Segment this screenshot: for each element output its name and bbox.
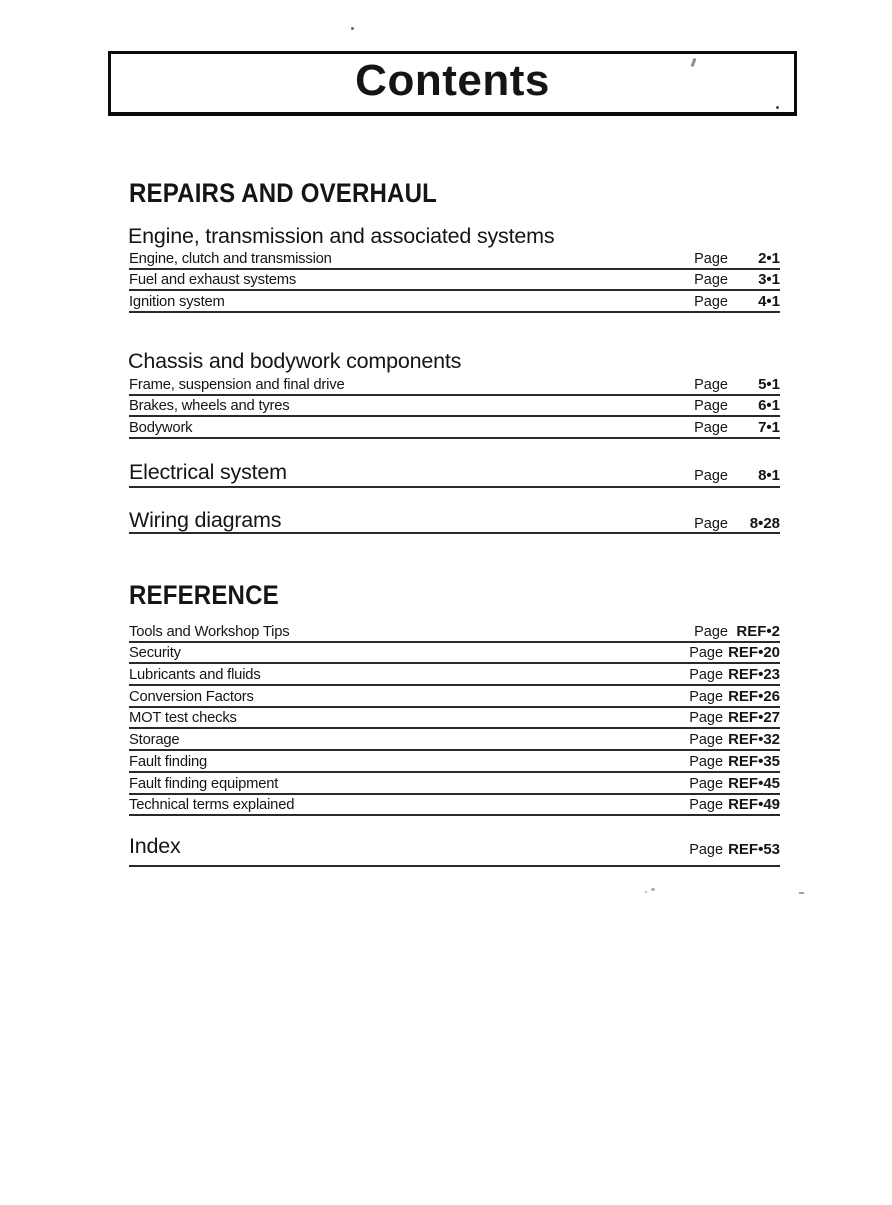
toc-row-wiring-diagrams bbox=[129, 506, 780, 534]
toc-entry-label: Ignition system bbox=[129, 294, 225, 311]
toc-row-frame-suspension bbox=[129, 374, 780, 396]
toc-entry-page bbox=[694, 295, 780, 309]
toc-row-brakes-wheels bbox=[129, 396, 780, 418]
page-word: Page bbox=[689, 775, 724, 792]
toc-entry-label: Security bbox=[129, 645, 181, 662]
toc-entry-page bbox=[694, 375, 780, 393]
toc-row-ignition bbox=[129, 291, 780, 313]
engine-rows bbox=[129, 248, 780, 313]
page-number: 3•1 bbox=[758, 271, 780, 289]
toc-entry-page bbox=[694, 517, 780, 531]
toc-entry-label: Electrical system bbox=[129, 460, 287, 484]
toc-row-security bbox=[129, 643, 780, 665]
page-word: Page bbox=[694, 250, 728, 267]
section-heading-reference bbox=[129, 580, 297, 611]
page-number: REF•49 bbox=[728, 796, 780, 814]
page-word: Page bbox=[689, 710, 724, 727]
toc-entry-page bbox=[689, 646, 780, 660]
page-title: Contents bbox=[355, 56, 550, 105]
page-number: REF•32 bbox=[728, 731, 780, 749]
reference-rows bbox=[129, 621, 780, 816]
page-number: 8•28 bbox=[749, 515, 780, 532]
page-number: REF•23 bbox=[728, 666, 780, 684]
toc-entry-page bbox=[689, 711, 780, 725]
toc-row-mot-test-checks bbox=[129, 708, 780, 730]
toc-entry-page bbox=[694, 421, 780, 435]
page-word: Page bbox=[689, 753, 724, 770]
toc-entry-page bbox=[689, 843, 780, 857]
page-word: Page bbox=[689, 688, 724, 705]
toc-entry-page bbox=[689, 752, 780, 770]
chassis-rows bbox=[129, 374, 780, 439]
page-word: Page bbox=[689, 667, 724, 684]
page-number: 2•1 bbox=[758, 249, 780, 267]
scan-artifact bbox=[651, 888, 655, 891]
toc-entry-label: Wiring diagrams bbox=[129, 508, 282, 532]
toc-entry-label: Brakes, wheels and tyres bbox=[129, 398, 290, 415]
page-number: 7•1 bbox=[758, 419, 780, 437]
toc-entry-label: Technical terms explained bbox=[129, 797, 295, 814]
page-number: REF•27 bbox=[728, 709, 780, 727]
section-heading-reference-text: REFERENCE bbox=[129, 580, 279, 610]
toc-row-technical-terms bbox=[129, 795, 780, 817]
toc-row-tools-workshop-tips bbox=[129, 621, 780, 643]
page-number: REF•20 bbox=[728, 644, 780, 662]
group-heading-engine: Engine, transmission and associated systems bbox=[128, 224, 555, 248]
toc-entry-label: Frame, suspension and final drive bbox=[129, 376, 345, 393]
toc-entry-page bbox=[689, 668, 780, 682]
page-word: Page bbox=[689, 797, 724, 814]
toc-row-fault-finding-equipment bbox=[129, 773, 780, 795]
page-word: Page bbox=[694, 420, 728, 437]
page-word: Page bbox=[694, 294, 728, 311]
page-word: Page bbox=[689, 732, 724, 749]
toc-entry-label: Storage bbox=[129, 732, 180, 749]
toc-entry-page bbox=[694, 399, 780, 413]
toc-entry-label: Index bbox=[129, 834, 181, 858]
toc-entry-page bbox=[689, 733, 780, 747]
page-number: REF•53 bbox=[728, 841, 780, 858]
toc-entry-page bbox=[694, 622, 780, 640]
toc-row-fuel-exhaust bbox=[129, 270, 780, 292]
page-word: Page bbox=[694, 468, 728, 484]
toc-entry-page bbox=[694, 273, 780, 287]
toc-entry-page bbox=[689, 774, 780, 792]
page-word: Page bbox=[694, 516, 728, 532]
group-heading-chassis: Chassis and bodywork components bbox=[128, 349, 462, 373]
scan-artifact bbox=[351, 27, 354, 30]
toc-row-bodywork bbox=[129, 417, 780, 439]
toc-entry-label: Fault finding equipment bbox=[129, 775, 279, 792]
toc-entry-page bbox=[694, 469, 780, 483]
page-word: Page bbox=[694, 398, 728, 415]
section-heading-repairs-text: REPAIRS AND OVERHAUL bbox=[129, 178, 437, 208]
toc-row-fault-finding bbox=[129, 751, 780, 773]
page-number: REF•35 bbox=[728, 752, 780, 770]
toc-entry-page bbox=[689, 687, 780, 705]
page-number: 6•1 bbox=[758, 397, 780, 415]
page-number: REF•45 bbox=[728, 774, 780, 792]
toc-entry-label: Fuel and exhaust systems bbox=[129, 272, 297, 289]
page-number: REF•2 bbox=[736, 622, 780, 640]
toc-row-lubricants-fluids bbox=[129, 664, 780, 686]
page-word: Page bbox=[694, 376, 728, 393]
section-heading-repairs bbox=[129, 178, 475, 209]
toc-entry-page bbox=[694, 249, 780, 267]
page-word: Page bbox=[694, 623, 728, 640]
page-word: Page bbox=[689, 645, 724, 662]
toc-entry-label: MOT test checks bbox=[129, 710, 237, 727]
toc-entry-label: Lubricants and fluids bbox=[129, 667, 261, 684]
page-word: Page bbox=[689, 842, 724, 858]
toc-entry-label: Conversion Factors bbox=[129, 688, 254, 705]
toc-entry-label: Bodywork bbox=[129, 420, 193, 437]
scan-artifact bbox=[776, 106, 779, 109]
page-number: 5•1 bbox=[758, 375, 780, 393]
toc-entry-label: Tools and Workshop Tips bbox=[129, 623, 290, 640]
toc-row-engine-clutch bbox=[129, 248, 780, 270]
page-number: REF•26 bbox=[728, 687, 780, 705]
toc-row-conversion-factors bbox=[129, 686, 780, 708]
toc-entry-label: Engine, clutch and transmission bbox=[129, 250, 332, 267]
scan-artifact bbox=[645, 891, 647, 893]
toc-row-electrical-system bbox=[129, 459, 780, 488]
scan-artifact bbox=[799, 892, 804, 894]
page-number: 8•1 bbox=[758, 467, 780, 484]
page-word: Page bbox=[694, 272, 728, 289]
toc-entry-label: Fault finding bbox=[129, 753, 208, 770]
toc-row-storage bbox=[129, 729, 780, 751]
toc-row-index bbox=[129, 834, 780, 867]
toc-entry-page bbox=[689, 798, 780, 812]
page-number: 4•1 bbox=[758, 293, 780, 311]
